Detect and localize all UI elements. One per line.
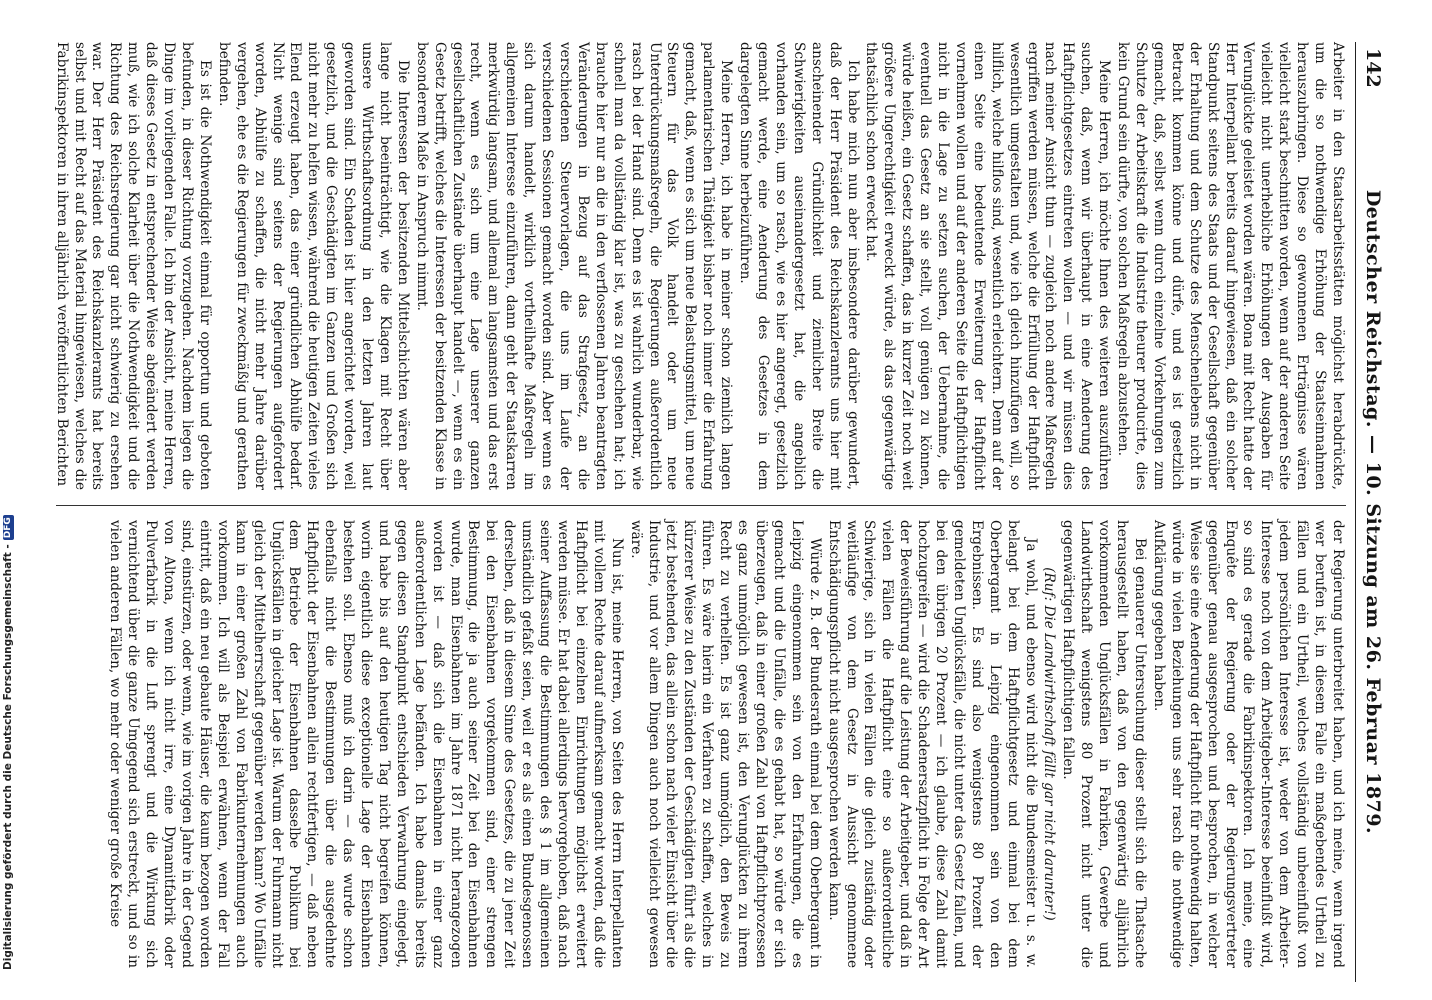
credit-text: Digitalisierung gefördert durch die Deutsche Forschungsgemeinschaft - (2, 544, 14, 970)
page-number: 142 (1362, 48, 1384, 88)
left-column (53, 42, 1346, 490)
interjection: (Ruf: Die Landwirthschaft fällt gar nicht darunter!) (1041, 567, 1058, 921)
text-columns (53, 42, 1346, 982)
column-divider (56, 505, 1346, 506)
right-column (56, 520, 1346, 968)
document-page (50, 42, 1390, 982)
paragraph: Würde z. B. der Bundesrath einmal bei dem Oberbergamt in Leipzig eingenommen sein von den Erfahrungen, die es gemacht und die Unfälle, die es gehabt hat, so würde er sich überzeugen, daß in einer großen Zahl von Haftpflichtprozessen es ganz unmöglich gewesen ist, den Verunglückten zu ihrem Recht zu verhelfen. Es ist ganz unmöglich, den Beweis zu führen. Es wäre hierin ein Verfahren zu schaffen, welches in kürzerer Weise zu den Zuständen der Geschädigten führt als die jetzt bestehenden, das allein schon nach vieler Einsicht über die Industrie, und vor allem Dingen auch noch vielleicht gewesen wäre. (627, 520, 823, 968)
paragraph: Bei genauerer Untersuchung dieser stellt sich die Thatsache herausgestellt haben, daß von den gegenwärtig alljährlich vorkommenden Unglücksfällen in Fabriken, Gewerbe und Landwirthschaft wenigstens 80 Prozent nicht unter die gegenwärtigen Haftpflichtigen fallen. (1060, 520, 1149, 968)
paragraph: Arbeiter in den Staatsarbeitsstätten möglichst herabdrückte, um die so nothwendige Erhöhung der Staatseinnahmen herauszubringen. Diese so gewonnenen Erträgnisse wären vielleicht stark beschnitten worden, wenn auf der anderen Seite vielleicht nicht unerhebliche Erhöhungen der Ausgaben für Verunglückte geleistet worden wären. Bona mit Recht hatte der Herr Interpellant bereits darauf hingewiesen, daß ein solcher Standpunkt seitens des Staats und der Gesellschaft gegenüber der Erhaltung und dem Schutze des Menschenlebens nicht in Betracht kommen könne und dürfe, und es ist gesetzlich gemacht, daß, selbst wenn durch einzelne Vorkehrungen zum Schutze der Arbeitskraft die Industrie theurer producirte, dies kein Grund sein dürfte, von solchen Maßregeln abzustehen. (1115, 42, 1346, 490)
paragraph: Nun ist, meine Herren, von Seiten des Herrn Interpellanten mit vollem Rechte darauf aufmerksam gemacht worden, daß die Haftpflicht bei einzelnen Einrichtungen möglichst erweitert werden müsse. Er hat dabei allerdings hervorgehoben, daß nach seiner Auffassung die Bestimmungen des § 1 im allgemeinen umständlich gefaßt seien, weil er es als einen Bundesgenossen derselben, daß in diesem Sinne des Gesetzes, die zu jener Zeit bei den Eisenbahnen vorgekommen sind, einer strengen Bestimmung, die ja auch seiner Zeit bei den Eisenbahnen wurde, man Eisenbahnen im Jahre 1871 nicht herangezogen worden ist — daß sich die Eisenbahnen in einer ganz außerordentlichen Lage befänden. Ich habe damals bereits gegen diesen Standpunkt entschieden Verwahrung eingelegt, und habe bis auf den heutigen Tag nicht begreifen können, worin eigentlich diese exceptionelle Lage der Eisenbahnen bestehen soll. Ebenso muß ich darin — das wurde schon ebenfalls nicht die Bestimmungen über die ausgedehnte Haftpflicht der Eisenbahnen allein rechtfertigen, — daß neben dem Betriebe der Eisenbahnen dasselbe Publikum bei Unglücksfällen in gleicher Lage ist. Warum der Fuhrmann nicht gleich der Mittelherrschaft gegenüber werden kann? Wo Unfälle kann in einer großen Zahl von Fabrikunternehmungen auch vorkommen. Ich will als Beispiel erwähnen, wenn der Fall eintritt, daß ein neu gebaute Häuser, die kaum bezogen worden sind, einstürzen, oder wenn, wie im vorigen Jahre in der Gegend von Altona, wenn ich nicht irre, eine Dynamitfabrik oder Pulverfabrik in die Luft sprengt und die Wirkung sich vernichtend über die ganze Umgegend sich erstreckt, und so in vielen anderen Fällen, wo mehr oder weniger große Kreise (107, 520, 625, 968)
paragraph: Meine Herren, ich möchte Ihnen des weiteren auszuführen suchen, daß, wenn wir überhaupt in eine Aenderung des Haftpflichtgesetzes eintreten wollen — und wir müssen dies nach meiner Ansicht thun — zugleich noch andere Maßregeln ergriffen werden müssen, welche die Erfüllung der Haftpflicht wesentlich umgestalten und, wie ich gleich hinzufügen will, so hilflich, welche hilflos sind, wesentlich erleichtern. Denn auf der einen Seite eine bedeutende Erweiterung der Haftpflicht vornehmen wollen und auf der anderen Seite die Haftpflichtigen nicht in die Lage zu setzen suchen, der Uebernahme, die eventuell das Gesetz an sie stellt, voll genügen zu können, würde heißen, ein Gesetz schaffen, das in kurzer Zeit noch weit größere Ungerechtigkeit erweckt würde, als das gegenwärtige thatsächlich schon erweckt hat. (863, 42, 1113, 490)
paragraph: Die Interessen der besitzenden Mittelschichten wären aber lange nicht beeinträchtigt, wie die Klagen mit Recht über unsere Wirthschaftsordnung in den letzten Jahren laut geworden sind. Ein Schaden ist hier angerichtet worden, weil gesetzlich, und die Geschädigten im Ganzen und Großen sich nicht mehr zu helfen wissen, während die heutigen Zeiten vieles Elend erzeugt haben, das einer gründlichen Abhülfe bedarf. Nicht wenige sind seitens der Regierungen aufgefordert worden, Abhülfe zu schaffen, die nicht mehr Jahre darüber vergehen, ehe es die Regierungen für zweckmäßig und gerathen befinden. (215, 42, 411, 490)
paragraph: der Regierung unterbreitet haben, und ich meine, wenn irgend wer berufen ist, in diesem Falle ein maßgebendes Urtheil zu fällen und ein Urtheil, welches vollständig unbeeinflußt von jedem persönlichen Interesse ist, weder von dem Arbeiter-Interesse noch von dem Arbeitgeber-Interesse beeinflußt wird, so sind es gerade die Fabrikinspektoren. Ich meine, eine Enquête der Regierung oder der Regierungsvertreter gegenüber genau ausgesprochen und besprochen, in welcher Weise sie eine Aenderung der Haftpflicht für nothwendig halten, würde in vielen Beziehungen uns sehr rasch die nothwendige Aufklärung gegeben haben. (1150, 520, 1346, 968)
paragraph: Meine Herren, ich habe in meiner schon ziemlich langen parlamentarischen Thätigkeit bisher noch immer die Erfahrung gemacht, daß, wenn es sich um neue Belastungsmittel, um neue Steuern für das Volk handelt oder um neue Unterdrückungsmaßregeln, die Regierungen außerordentlich rasch bei der Hand sind. Denn es ist wahrlich wunderbar, wie schnell man da vollständig klar ist, was zu geschehen hat; ich brauche hier nur an die in den verflossenen Jahren beantragten Veränderungen in Bezug auf das Strafgesetz, an die verschiedenen Steuervorlagen, die uns im Laufe der verschiedenen Sessionen gemacht worden sind. Aber wenn es sich darum handelt, wirklich vortheilhafte Maßregeln im allgemeinen Interesse einzuführen, dann geht der Staatskarren merkwürdig langsam, und allemal am langsamsten und das erst recht, wenn es sich um eine Lage unserer ganzen gesellschaftlichen Zustände überhaupt handelt —, wenn es ein Gesetz betrifft, welches die Interessen der besitzenden Klasse in besonderem Maße in Anspruch nimmt. (413, 42, 735, 490)
page-header (1355, 42, 1390, 982)
dfg-logo: DFG (2, 517, 13, 539)
digitization-credit (1, 0, 15, 1000)
running-title: Deutscher Reichstag. — 10. Sitzung am 26. Februar 1879. (1362, 189, 1384, 835)
paragraph: Ich habe mich nun aber insbesondere darüber gewundert, daß der Herr Präsident des Reichskanzleramts uns hier mit anscheinender Gründlichkeit und ziemlicher Breite die Schwierigkeiten auseinandergesetzt hat, die angeblich vorhanden sein, um so rasch, wie es hier angeregt, gesetzlich gemacht werde, eine Aenderung des Gesetzes in dem dargelegten Sinne herbeizuführen. (737, 42, 861, 490)
paragraph: Es ist die Nothwendigkeit einmal für opportun und geboten befunden, in dieser Richtung vorzugehen. Nachdem liegen die Dinge im vorliegenden Falle. Ich bin der Ansicht, meine Herren, daß dieses Gesetz in entsprechender Weise abgeändert werden muß, wie ich solche Klarheit über die Nothwendigkeit und die Richtung des Reichsregierung gar nicht schwierig zu ersehen war. Der Herr Präsident des Reichskanzleramts hat bereits selbst und mit Recht auf das Material hingewiesen, welches die Fabrikinspektoren in ihren alljährlich veröffentlichten Berichten (53, 42, 213, 490)
paragraph: Ja wohl, und ebenso wird nicht die Bundesmeister u. s. w. belangt bei dem Haftpflichtgesetz und einmal bei dem Oberbergamt in Leipzig eingenommen sein von den Ergebnissen. Es sind also wenigstens 80 Prozent der gemeldeten Unglücksfälle, die nicht unter das Gesetz fallen, und bei den übrigen 20 Prozent — ich glaube, diese Zahl damit hochzugreifen — wird die Schadenersatzpflicht in Folge der Art der Beweisführung auf die Leistung der Arbeitgeber, und daß in vielen Fällen die Haftpflicht eine so außerordentliche Schwierige, sich in vielen Fällen die gleich zuständig oder weitläufige von dem Gesetz in Aussicht genommene Entschädigungspflicht nicht ausgesprochen werden kann. (825, 520, 1039, 968)
